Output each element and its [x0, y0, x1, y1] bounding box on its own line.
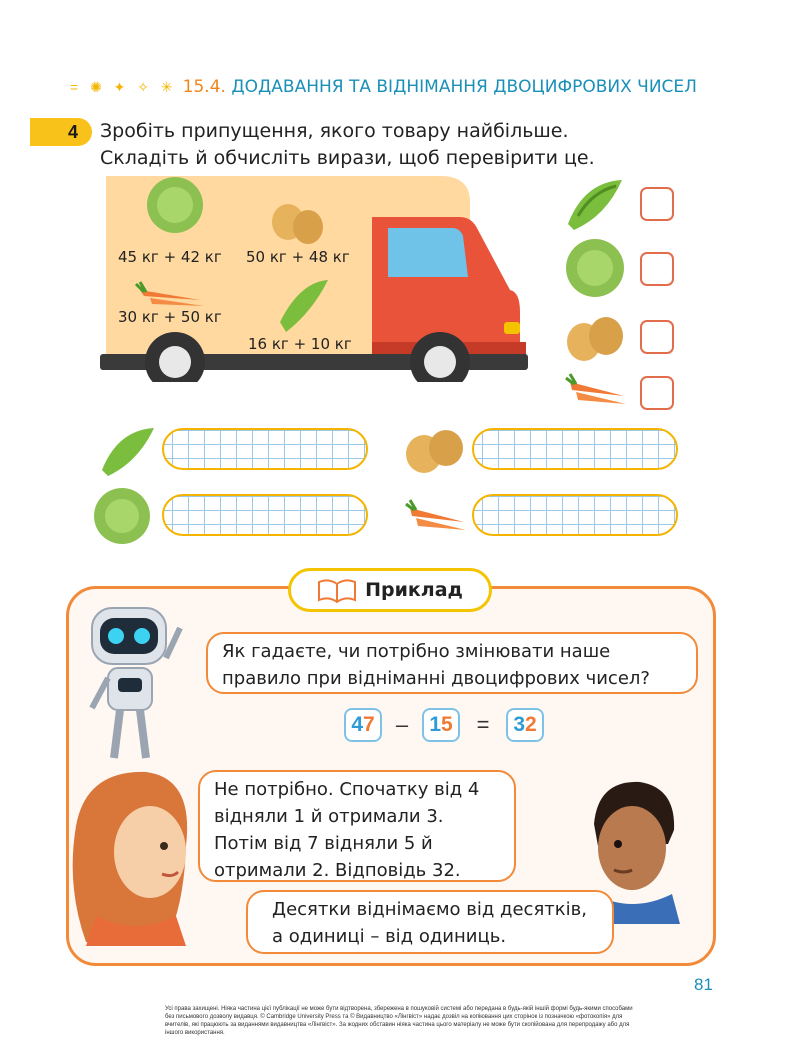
minuend-tens: 4	[351, 713, 363, 736]
minus-sign: –	[395, 712, 409, 737]
task-number-badge: 4	[30, 118, 92, 146]
boy-rule-line: Десятки віднімаємо від десятків,	[272, 899, 587, 920]
peas-icon	[562, 176, 628, 232]
boy-rule-bubble	[246, 890, 614, 954]
difference-ones: 2	[525, 713, 537, 736]
girl-answer-line: відняли 1 й отримали 3.	[214, 806, 444, 827]
potato-answer-field[interactable]	[472, 428, 678, 470]
potato-icon	[402, 424, 466, 476]
equation	[344, 708, 544, 742]
carrot-expression: 30 кг + 50 кг	[118, 308, 222, 326]
truck-window	[388, 228, 468, 277]
difference-box	[506, 708, 544, 742]
carrot-checkbox[interactable]	[640, 376, 674, 410]
cabbage-icon	[562, 238, 628, 298]
peas-icon	[98, 424, 158, 478]
difference-tens: 3	[513, 713, 525, 736]
subtrahend-box	[422, 708, 460, 742]
potato-expression: 50 кг + 48 кг	[246, 248, 350, 266]
section-title-text: ДОДАВАННЯ ТА ВІДНІМАННЯ ДВОЦИФРОВИХ ЧИСЕЛ	[231, 77, 697, 97]
book-icon	[317, 576, 357, 604]
carrot-answer-field[interactable]	[472, 494, 678, 536]
example-tag	[288, 568, 492, 612]
section-number: 15.4.	[182, 77, 226, 97]
peas-expression: 16 кг + 10 кг	[248, 335, 352, 353]
section-header	[70, 72, 760, 102]
cabbage-checkbox[interactable]	[640, 252, 674, 286]
girl-answer-bubble	[198, 770, 516, 882]
cabbage-icon	[92, 486, 152, 546]
girl-answer-line: Не потрібно. Спочатку від 4	[214, 779, 480, 800]
robot-question-text: Як гадаєте, чи потрібно змінювати наше правило при відніманні двоцифрових чисел?	[222, 641, 650, 689]
equals-sign: =	[476, 712, 490, 737]
sparkle-icon: = ✺ ✦ ✧ ✳	[70, 78, 177, 95]
peas-checkbox[interactable]	[640, 187, 674, 221]
task-line-2: Складіть й обчисліть вирази, щоб перевірити це.	[100, 147, 595, 169]
minuend-ones: 7	[363, 713, 375, 736]
cabbage-answer-field[interactable]	[162, 494, 368, 536]
boy-rule-line: а одиниці – від одиниць.	[272, 926, 507, 947]
robot-question-bubble	[206, 632, 698, 694]
robot-icon	[80, 598, 190, 766]
section-title	[183, 77, 697, 97]
minuend-box	[344, 708, 382, 742]
task-line-1: Зробіть припущення, якого товару найбільше.	[100, 120, 569, 142]
potato-checkbox[interactable]	[640, 320, 674, 354]
carrot-icon	[402, 498, 468, 538]
potato-icon	[562, 310, 628, 364]
carrot-icon	[562, 372, 628, 412]
peas-answer-field[interactable]	[162, 428, 368, 470]
girl-answer-line: Потім від 7 відняли 5 й	[214, 833, 433, 854]
subtrahend-tens: 1	[429, 713, 441, 736]
subtrahend-ones: 5	[441, 713, 453, 736]
copyright-footer: Усі права захищені. Ніяка частина цієї публікації не може бути відтворена, збережена в пошуковій системі або передана в будь-якій іншій формі будь-якими способами без письмового дозволу видавця. © Cambridge University Press та © Видавництво «Лінгвіст» надає дозвіл на копіювання цих сторінок із позначкою «фотокопія» для вчителів, які працюють за виданнями видавництва «Лінгвіст». За жодних обставин ніяка частина цього матеріалу не може бути скопійована для перепродажу або для іншого використання.	[165, 1006, 633, 1036]
example-label: Приклад	[365, 579, 463, 601]
girl-answer-line: отримали 2. Відповідь 32.	[214, 860, 461, 881]
girl-avatar	[66, 766, 200, 946]
page-number: 81	[694, 975, 713, 994]
cabbage-expression: 45 кг + 42 кг	[118, 248, 222, 266]
task-instructions	[100, 118, 595, 172]
